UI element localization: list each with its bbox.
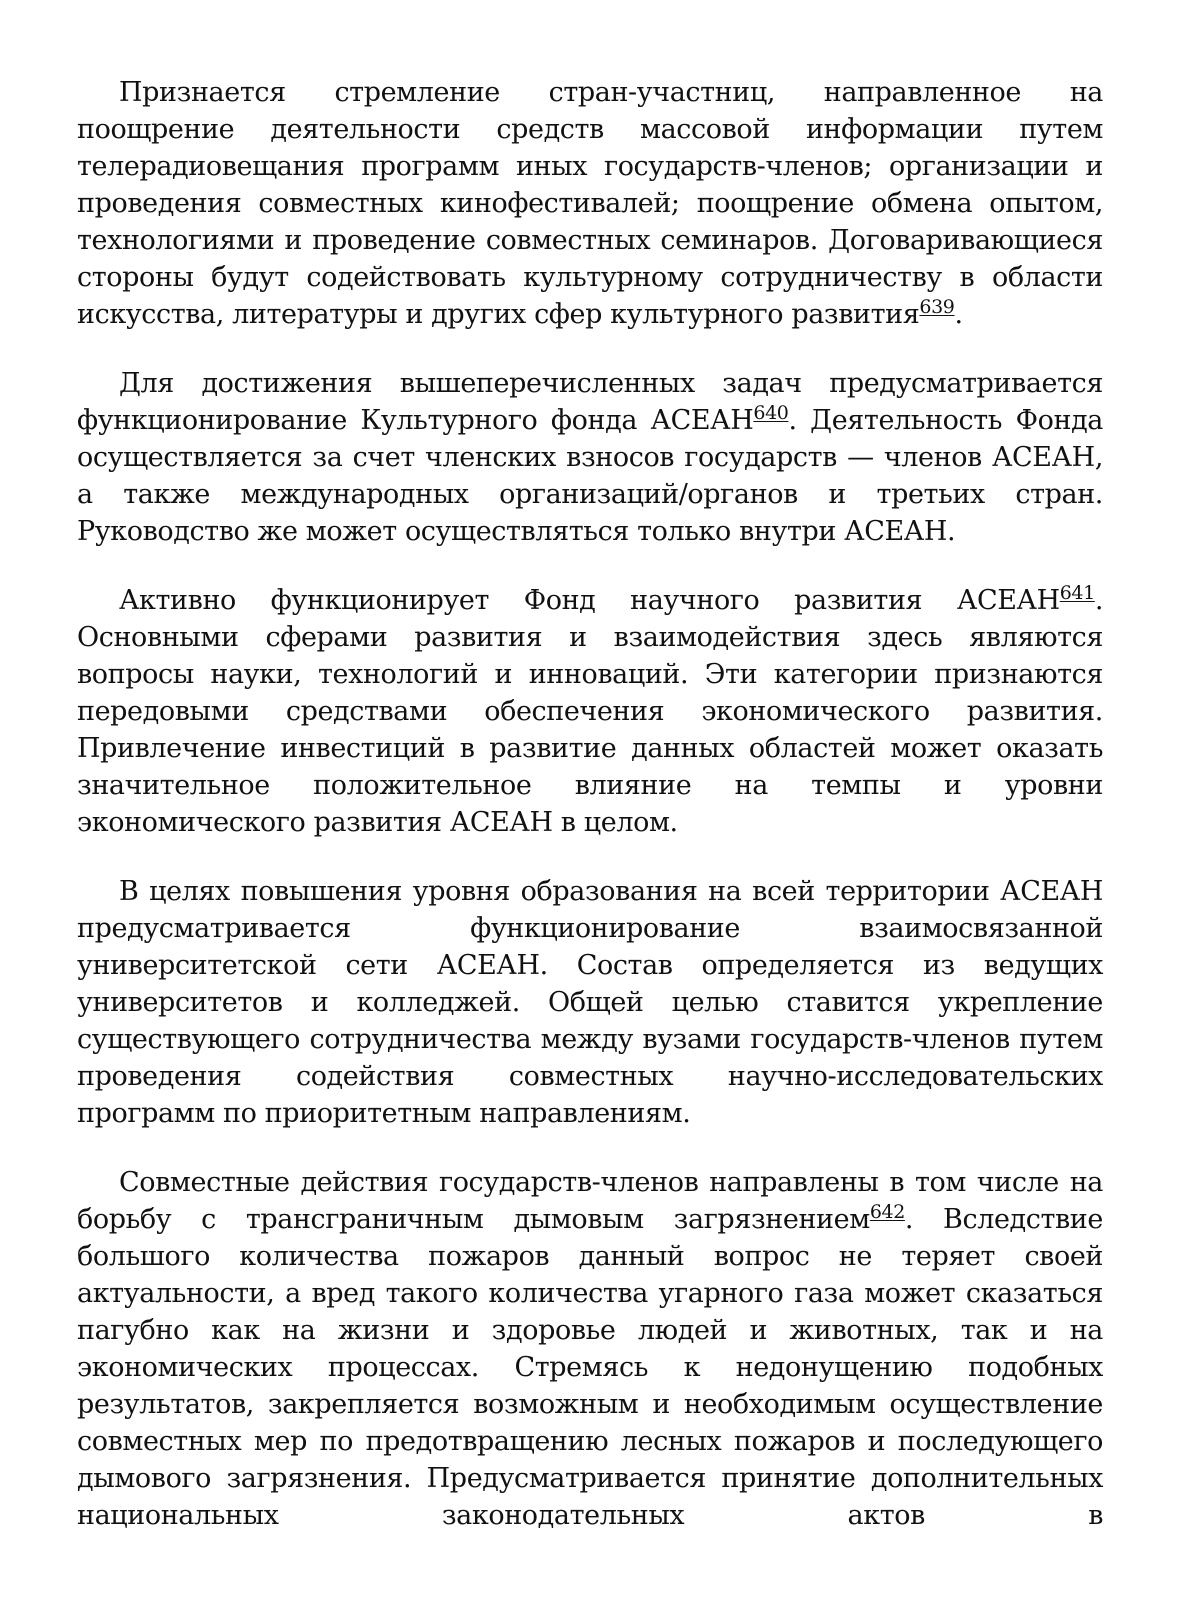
- paragraph-culture-cooperation: [77, 74, 1103, 333]
- paragraph-haze-pollution: [77, 1164, 1103, 1534]
- paragraph-text: .: [954, 299, 963, 330]
- paragraph-text: . Основными сферами развития и взаимодействия здесь являются вопросы науки, технологий и инноваций. Эти категории признаются передовыми средствами обеспечения экономического развития. Привлечение инвестиций в развитие данных областей может оказать значительное положительное влияние на темпы и уровни экономического развития АСЕАН в целом.: [77, 585, 1103, 838]
- footnote-ref-641[interactable]: 641: [1059, 582, 1095, 604]
- paragraph-cultural-fund: [77, 365, 1103, 550]
- document-page: [77, 74, 1103, 1566]
- footnote-ref-642[interactable]: 642: [869, 1201, 905, 1223]
- paragraph-text: . Вследствие большого количества пожаров данный вопрос не теряет своей актуальности, а вред такого количества угарного газа может сказаться пагубно как на жизни и здоровье людей и животных, так и на экономических процессах. Стремясь к недонущению подобных результатов, закрепляется возможным и необходимым осуществление совместных мер по предотвращению лесных пожаров и последующего дымового загрязнения. Предусматривается принятие дополнительных национальных законодательных актов в: [77, 1204, 1103, 1531]
- paragraph-text: Для достижения вышеперечисленных задач предусматривается функционирование Культурного фонда АСЕАН: [77, 368, 1103, 436]
- paragraph-science-fund: [77, 582, 1103, 841]
- paragraph-text: В целях повышения уровня образования на всей территории АСЕАН предусматривается функционирование взаимосвязанной университетской сети АСЕАН. Состав определяется из ведущих университетов и колледжей. Общей целью ставится укрепление существующего сотрудничества между вузами государств-членов путем проведения содействия совместных научно-исследовательских программ по приоритетным направлениям.: [77, 876, 1103, 1129]
- paragraph-text: Активно функционирует Фонд научного развития АСЕАН: [119, 585, 1060, 616]
- paragraph-text: . Деятельность Фонда осуществляется за счет членских взносов государств — членов АСЕАН, а также международных организаций/органов и третьих стран. Руководство же может осуществляться только внутри АСЕАН.: [77, 405, 1103, 547]
- paragraph-text: Признается стремление стран-участниц, направленное на поощрение деятельности средств массовой информации путем телерадиовещания программ иных государств-членов; организации и проведения совместных кинофестивалей; поощрение обмена опытом, технологиями и проведение совместных семинаров. Договаривающиеся стороны будут содействовать культурному сотрудничеству в области искусства, литературы и других сфер культурного развития: [77, 77, 1103, 330]
- footnote-ref-639[interactable]: 639: [919, 296, 955, 318]
- paragraph-text: Совместные действия государств-членов направлены в том числе на борьбу с трансграничным дымовым загрязнением: [77, 1167, 1103, 1235]
- footnote-ref-640[interactable]: 640: [753, 402, 789, 424]
- paragraph-university-network: [77, 873, 1103, 1132]
